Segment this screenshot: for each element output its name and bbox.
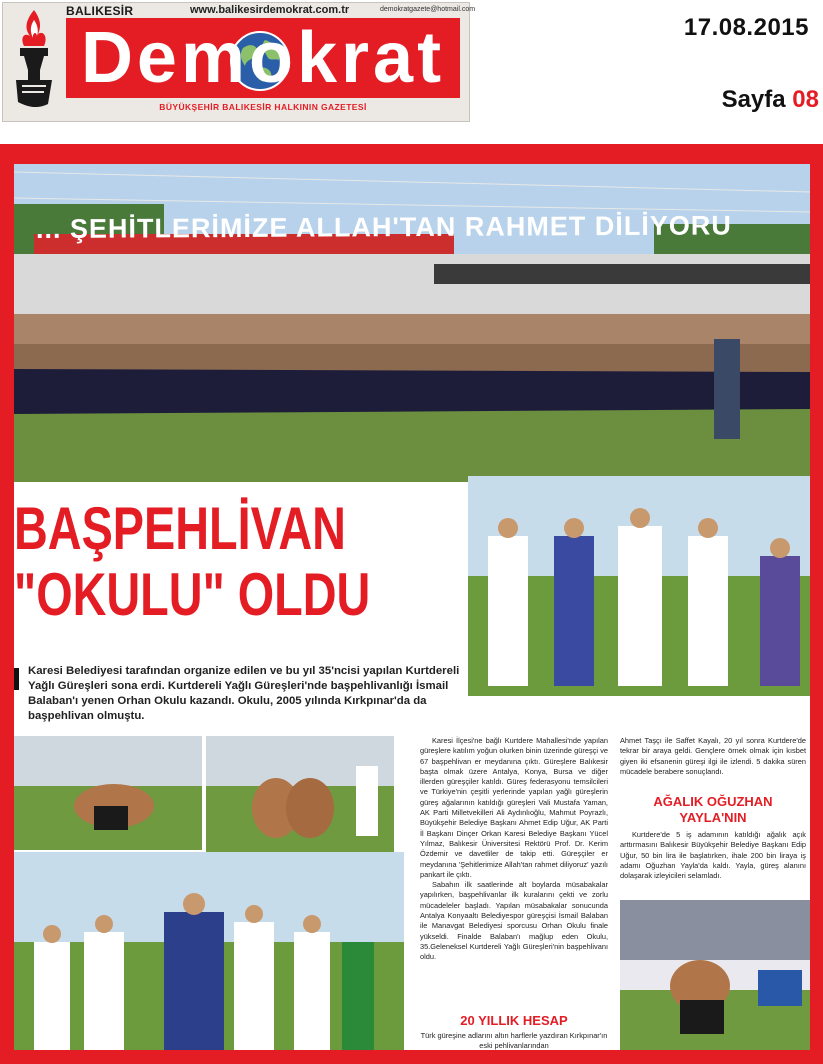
- article-column-1: [420, 736, 608, 963]
- masthead-url[interactable]: www.balikesirdemokrat.com.tr: [190, 4, 350, 16]
- article-headline: [14, 495, 371, 628]
- article-paragraph: Karesi İlçesi'ne bağlı Kurtdere Mahallesi'nde yapılan güreşlere katılım yoğun olurken binin üzerinde güreşçi ve 67 başpehlivan er meydanına çıktı. Güreşlere Balıkesir başta olmak üzere Antalya, Konya, Bursa ve diğer illerden güreşçiler katıldı. Güreş federasyonu temsilcileri ve Türkiye'nin çeşitli yerlerinde yapılan yağlı güreşlerin güreş ağalarının katıldığı güreşleri Vali Mustafa Yaman, AK Parti Milletvekilleri Ali Aydınlıoğlu, Mahmut Poyrazlı, Büyükşehir Belediye Başkanı Ahmet Edip Uğur, AK Parti İl Başkanı Dinçer Orkan Karesi Belediye Başkanı Yücel Yılmaz, Balıkesir Üniversitesi Rektörü Prof. Dr. Kerim Özdemir ve davetliler de takip etti. Güreşçiler er meydanına 'Şehitlerimize Allah'tan rahmet diliyoruz' yazılı pankart ile çıktı.: [420, 736, 608, 879]
- wrestling-photo-2: [206, 736, 394, 860]
- article-paragraph: Kurtdere'de 5 iş adamının katıldığı ağalık açık arttırmasını Balıkesir Büyükşehir Belediye Başkanı Edip Uğur, 50 bin lira ile başlatırken, ihale 200 bin liraya iş adamı Oğuzhan Yayla'da kaldı. Yayla, güreş alanını dolaşarak izleyicileri selamladı.: [620, 830, 806, 881]
- celebration-photo: [14, 852, 404, 1050]
- subhead-agalik-line-1: AĞALIK OĞUZHAN: [653, 794, 773, 809]
- subhead-agalik: [620, 794, 806, 826]
- masthead-email[interactable]: demokratgazete@hotmail.com: [380, 6, 476, 13]
- masthead-title: Demokrat: [80, 18, 446, 98]
- subhead-agalik-line-2: YAYLA'NIN: [679, 810, 747, 825]
- article-column-2-agalik: [620, 830, 806, 881]
- masthead-tagline: BÜYÜKŞEHİR BALIKESİR HALKININ GAZETESİ: [159, 102, 367, 112]
- page-number-label: [722, 86, 819, 114]
- article-column-2-top: Ahmet Taşçı ile Saffet Kayalı, 20 yıl sonra Kurtdere'de tekrar bir araya geldi. Gençlere örnek olmak için kısbet giyen iki efsanenin güreşi ilgi ile izlendi. 5 dakika süren mücadele berabere sonuçlandı.: [620, 736, 806, 776]
- masthead-city: BALIKESİR: [66, 4, 134, 18]
- subhead-hesap: 20 YILLIK HESAP: [460, 1013, 568, 1028]
- legends-wrestling-photo: [620, 900, 810, 1050]
- headline-line-2: "OKULU" OLDU: [14, 561, 371, 628]
- headline-line-1: BAŞPEHLİVAN: [14, 495, 346, 562]
- banner-text: ... ŞEHİTLERİMİZE ALLAH'TAN RAHMET DİLİYORU: [35, 210, 732, 245]
- article-paragraph: Sabahın ilk saatlerinde alt boylarda müsabakalar yapılırken, başpehlivanlar ilk kuralarını çekti ve zorlu mücadeleler başladı. Yapılan müsabakalar sonucunda Antalya Konyaaltı Belediyespor güreşçisi İsmail Balaban ile Manavgat Belediyesi sporcusu Orhan Okulu finale yükseldi. Finalde Balaban'ı mağlup eden Okulu, 35.Geleneksel Kurtdereli Yağlı Güreşleri'nin başpehlivanı oldu.: [420, 880, 608, 962]
- article-lead: Karesi Belediyesi tarafından organize edilen ve bu yıl 35'ncisi yapılan Kurtdereli Yağlı Güreşleri sona erdi. Kurtdereli Yağlı Güreşleri'nde başpehlivanlığı İsmail Balaban'ı yenen Orhan Okulu kazandı. Okulu, 2005 yılında Kırkpınar'da da başpehlivan olmuştu.: [28, 665, 460, 722]
- page-prefix: Sayfa: [721, 86, 786, 113]
- torch-logo-icon: [6, 6, 62, 112]
- officials-photo: [468, 476, 810, 696]
- wrestling-photo-1: [14, 736, 202, 850]
- page-number: 08: [792, 86, 819, 113]
- lead-marker: [14, 668, 19, 690]
- issue-date: 17.08.2015: [683, 14, 809, 41]
- article-column-1-tail: Türk güreşine adlarını altın harflerle yazdıran Kırkpınar'ın eski pehlivanlarından: [420, 1031, 608, 1051]
